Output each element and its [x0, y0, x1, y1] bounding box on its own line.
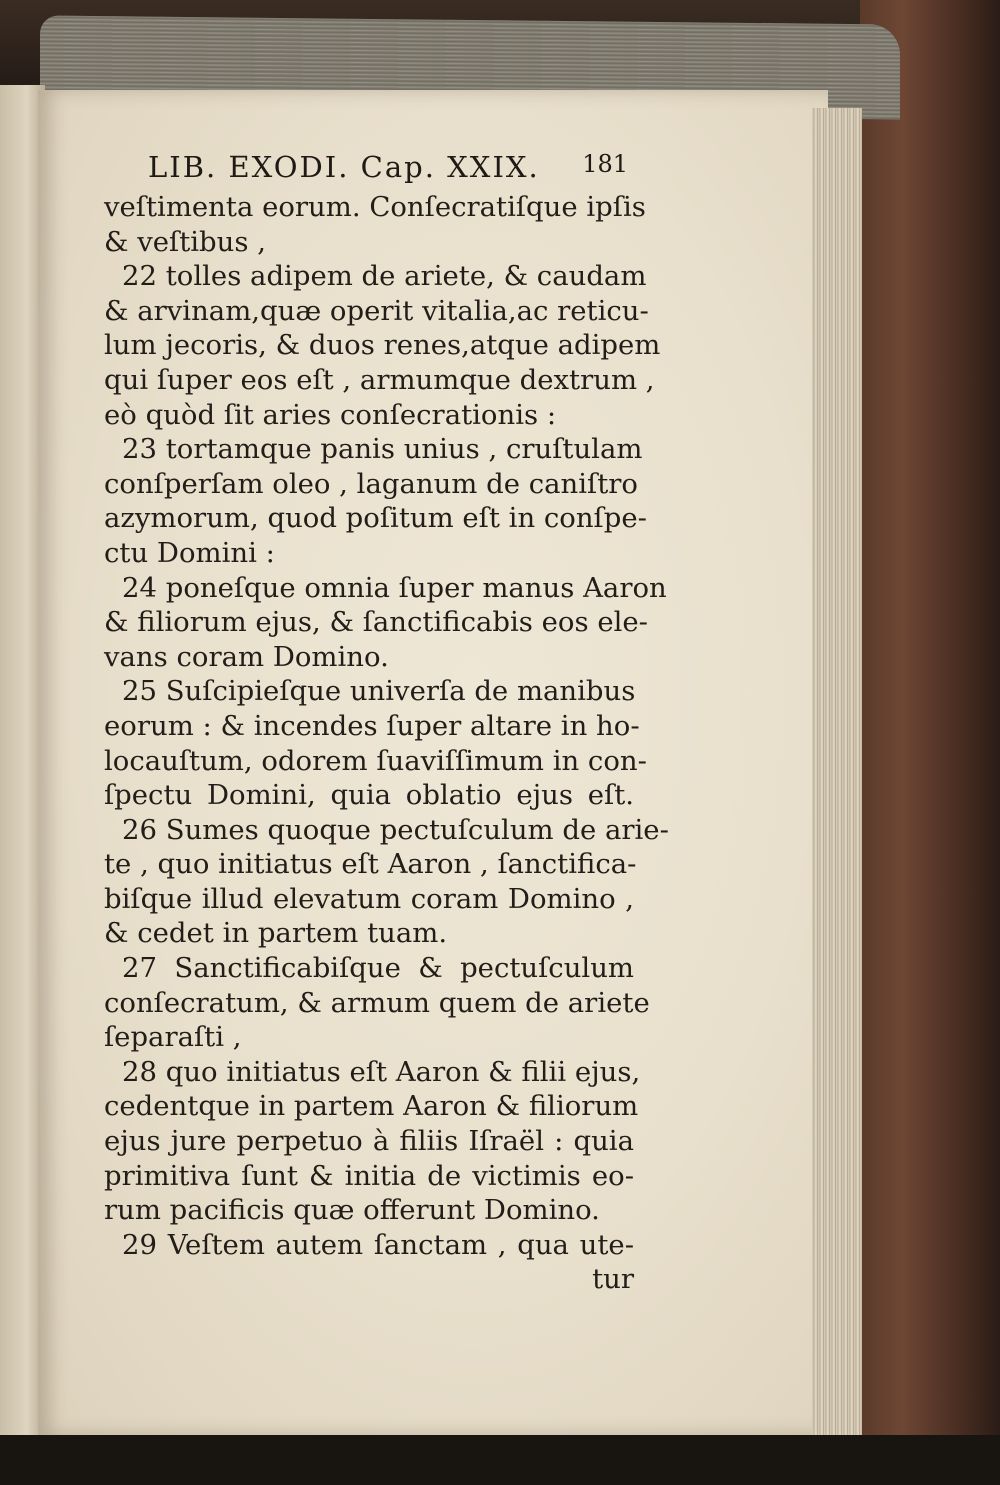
verse-line: 27 Sanctificabiſque & pectuſculum [122, 952, 634, 985]
verse-line: 22 tolles adipem de ariete, & caudam [122, 260, 647, 293]
text-line: ſpectu Domini, quia oblatio ejus eſt. [104, 779, 634, 812]
text-line: & filiorum ejus, & ſanctificabis eos ele- [104, 606, 648, 639]
verse-line: 26 Sumes quoque pectuſculum de arie- [122, 813, 669, 846]
text-line: conſperſam oleo , laganum de caniſtro [104, 467, 638, 500]
text-line: ctu Domini : [104, 536, 275, 569]
catchword: tur [592, 1263, 634, 1296]
verse-line: 28 quo initiatus eſt Aaron & filii ejus, [122, 1055, 641, 1088]
verse-line: 23 tortamque panis unius , cruſtulam [122, 433, 643, 466]
text-line: te , quo initiatus eſt Aaron , ſanctifica- [104, 848, 637, 881]
page-number: 181 [582, 150, 628, 178]
bottom-shadow [0, 1435, 1000, 1485]
page-text [104, 190, 669, 1297]
text-line: ejus jure perpetuo à filiis Iſraël : quia [104, 1125, 634, 1158]
page-edges-right [812, 108, 862, 1438]
running-title: LIB. EXODI. Cap. XXIX. [148, 150, 540, 184]
text-line: primitiva ſunt & initia de victimis eo- [104, 1159, 634, 1192]
running-header [148, 150, 628, 190]
text-line: lum jecoris, & duos renes,atque adipem [104, 329, 661, 362]
verse-line: 29 Veſtem autem ſanctam , qua ute- [122, 1228, 634, 1261]
text-line: & arvinam,quæ operit vitalia,ac reticu- [104, 294, 649, 327]
book-cover-edge [860, 0, 1000, 1485]
text-line: azymorum, quod poſitum eſt in conſpe- [104, 502, 647, 535]
text-line: biſque illud elevatum coram Domino , [104, 882, 634, 915]
text-line: rum pacificis quæ offerunt Domino. [104, 1194, 600, 1227]
text-line: eò quòd ſit aries conſecrationis : [104, 398, 557, 431]
text-line: veſtimenta eorum. Conſecratiſque ipſis [104, 191, 646, 223]
text-line: eorum : & incendes ſuper altare in ho- [104, 709, 640, 742]
text-line: ſeparaſti , [104, 1021, 242, 1054]
verse-line: 25 Suſcipieſque univerſa de manibus [122, 675, 636, 708]
text-line: & veſtibus , [104, 225, 266, 258]
text-line: vans coram Domino. [104, 640, 389, 673]
text-line: locauſtum, odorem ſuaviſſimum in con- [104, 744, 647, 777]
verse-line: 24 poneſque omnia ſuper manus Aaron [122, 571, 667, 604]
text-line: cedentque in partem Aaron & filiorum [104, 1090, 639, 1123]
text-line: qui ſuper eos eſt , armumque dextrum , [104, 363, 655, 396]
text-line: conſecratum, & armum quem de ariete [104, 986, 650, 1019]
text-line: & cedet in partem tuam. [104, 917, 448, 950]
